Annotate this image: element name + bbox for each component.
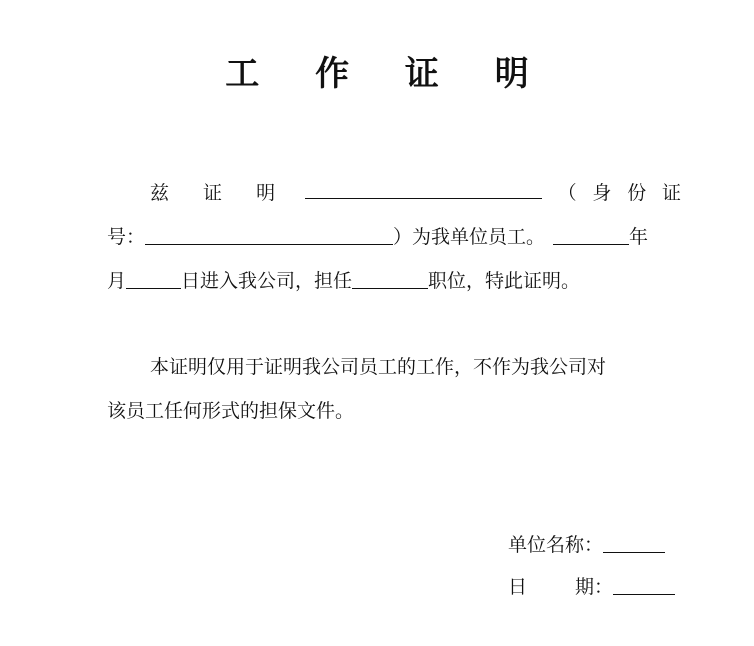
disclaimer-paragraph xyxy=(107,345,681,433)
unit-name-blank[interactable] xyxy=(603,530,665,553)
id-char-2: 份 xyxy=(627,182,647,204)
id-number-label: 号： xyxy=(107,226,146,248)
month-label: 月 xyxy=(107,270,127,292)
date-row xyxy=(508,572,675,599)
paragraph1-line3 xyxy=(107,259,681,303)
employee-name-blank[interactable] xyxy=(305,176,542,199)
unit-name-label: 单位名称： xyxy=(508,534,604,556)
date-blank[interactable] xyxy=(613,572,675,595)
position-end-text: 职位，特此证明。 xyxy=(428,270,581,292)
date-label-char1: 日 xyxy=(508,576,528,598)
id-char-1: 身 xyxy=(592,182,612,204)
year-blank[interactable] xyxy=(553,222,629,245)
unit-name-row xyxy=(508,530,665,557)
disclaimer-line2: 该员工任何形式的担保文件。 xyxy=(107,400,355,422)
join-date-text: 日进入我公司，担任 xyxy=(181,270,353,292)
position-blank[interactable] xyxy=(352,266,428,289)
id-number-blank[interactable] xyxy=(145,222,393,245)
paragraph1-line1 xyxy=(107,171,681,215)
disclaimer-line1: 本证明仅用于证明我公司员工的工作，不作为我公司对 xyxy=(150,356,607,378)
document-title: 工 作 证 明 xyxy=(225,54,551,94)
open-paren: （ xyxy=(557,182,577,204)
id-char-3: 证 xyxy=(661,182,681,204)
certify-prefix: 兹 证 明 xyxy=(150,182,290,204)
day-blank[interactable] xyxy=(126,266,181,289)
paragraph1-line2 xyxy=(107,215,681,259)
employee-statement: ）为我单位员工。 xyxy=(393,226,546,248)
certification-paragraph xyxy=(107,171,681,303)
date-label-char2: 期： xyxy=(575,576,614,598)
year-label: 年 xyxy=(629,226,649,248)
